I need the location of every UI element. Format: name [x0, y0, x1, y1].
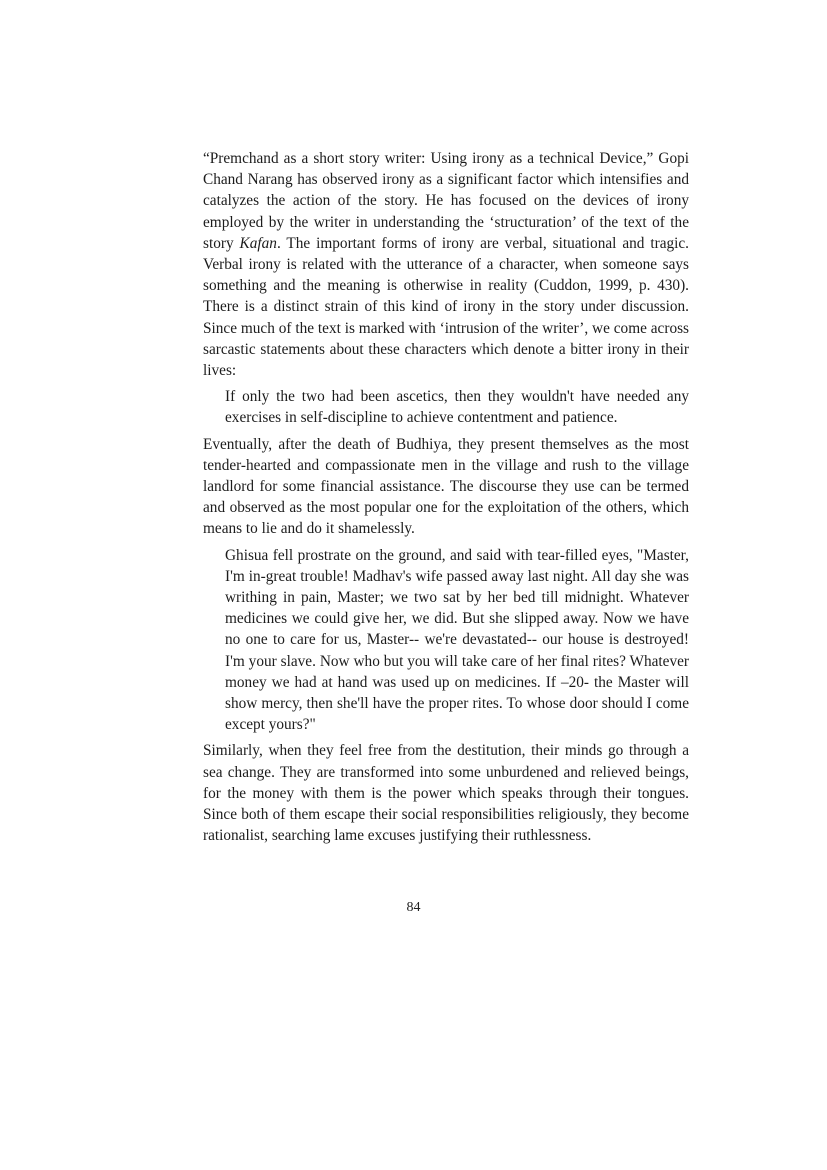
paragraph-budhiya-death: Eventually, after the death of Budhiya, they present themselves as the most tender-hearted and compassionate men in the village and rush to the village landlord for some financial assistance. The discourse they use can be termed and observed as the most popular one for the exploitation of the others, which means to lie and do it shamelessly.	[203, 435, 689, 538]
paragraph-irony-intro-text-b: . The important forms of irony are verbal, situational and tragic. Verbal irony is related with the utterance of a character, when someone says something and the meaning is otherwise in reality (Cuddon, 1999, p. 430). There is a distinct strain of this kind of irony in the story under discussion. Since much of the text is marked with ‘intrusion of the writer’, we come across sarcastic statements about these characters which denote a bitter irony in their lives:	[203, 234, 689, 380]
story-title-kafan: Kafan	[239, 234, 277, 252]
block-quote-ghisua: Ghisua fell prostrate on the ground, and said with tear-filled eyes, "Master, I'm in-great trouble! Madhav's wife passed away last night. All day she was writhing in pain, Master; we two sat by her bed till midnight. Whatever medicines we could give her, we did. But she slipped away. Now we have no one to care for us, Master-- we're devastated-- our house is destroyed! I'm your slave. Now who but you will take care of her final rites? Whatever money we had at hand was used up on medicines. If –20- the Master will show mercy, then she'll have the proper rites. To whose door should I come except yours?"	[225, 546, 689, 734]
body-text	[203, 148, 689, 847]
paragraph-sea-change: Similarly, when they feel free from the destitution, their minds go through a sea change. They are transformed into some unburdened and relieved beings, for the money with them is the power which speaks through their tongues. Since both of them escape their social responsibilities religiously, they become rationalist, searching lame excuses justifying their ruthlessness.	[203, 742, 689, 845]
page-number: 84	[406, 900, 421, 915]
block-quote-ascetics: If only the two had been ascetics, then they wouldn't have needed any exercises in self-discipline to achieve contentment and patience.	[225, 388, 689, 427]
paragraph-irony-intro-text-a: “Premchand as a short story writer: Using irony as a technical Device,” Gopi Chand Narang has observed irony as a significant factor which intensifies and catalyzes the action of the story. He has focused on the devices of irony employed by the writer in understanding the ‘structuration’ of the text of the story	[203, 150, 689, 252]
paragraph-irony-intro	[203, 148, 689, 381]
